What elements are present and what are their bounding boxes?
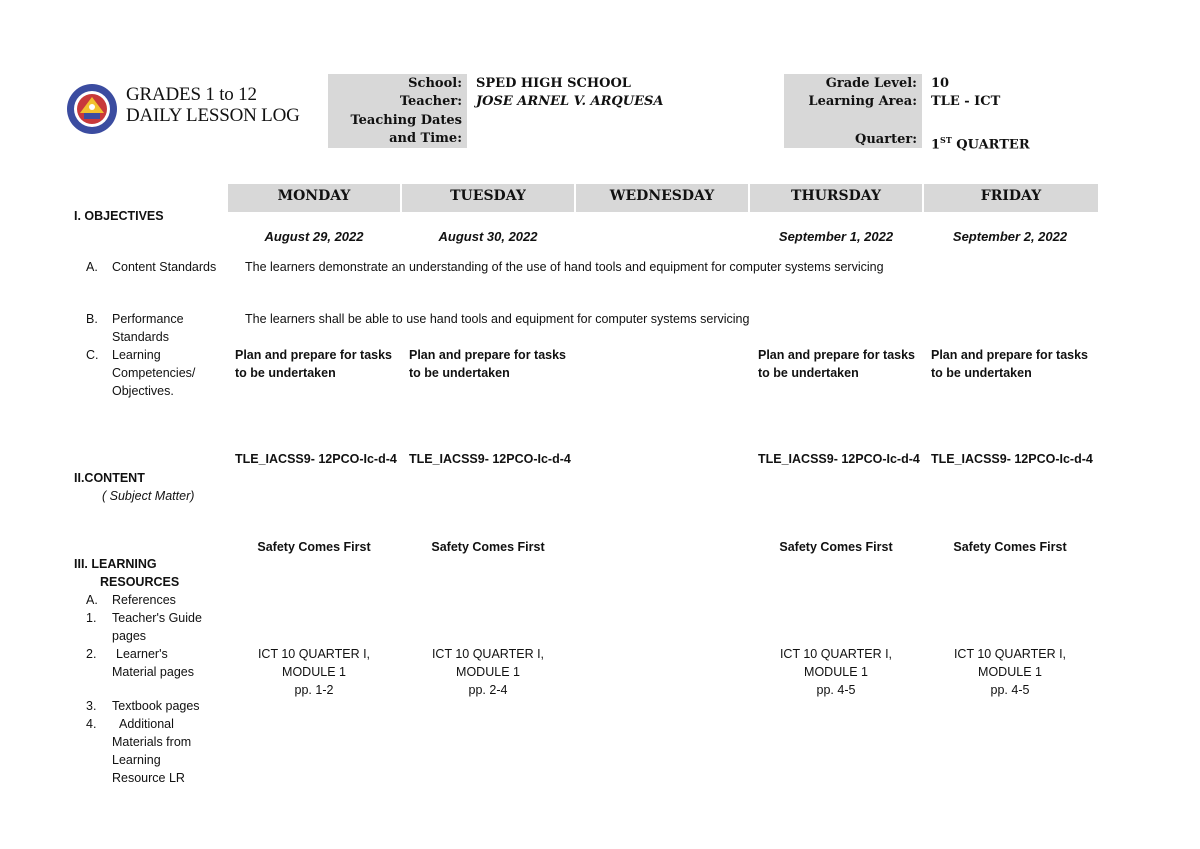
- competency-monday: Plan and prepare for tasks to be undertaken: [235, 348, 393, 380]
- content-standards-letter: A.: [86, 260, 98, 274]
- additional-materials-label: Additional Materials from Learning Resource LR: [112, 717, 192, 785]
- materials-monday: ICT 10 QUARTER I, MODULE 1 pp. 1-2: [257, 647, 371, 697]
- date-tuesday: August 30, 2022: [438, 229, 538, 244]
- learning-resources-heading: III. LEARNING RESOURCES: [74, 557, 180, 589]
- teachers-guide-num: 1.: [86, 611, 97, 625]
- performance-standards-letter: B.: [86, 312, 98, 326]
- grade-level-label: Grade Level:: [825, 76, 917, 91]
- materials-tuesday: ICT 10 QUARTER I, MODULE 1 pp. 2-4: [431, 647, 545, 697]
- school-label: School:: [408, 76, 462, 91]
- deped-seal-logo: [66, 83, 118, 135]
- quarter-label: Quarter:: [855, 132, 917, 147]
- topic-thursday: Safety Comes First: [779, 540, 893, 554]
- objectives-heading: I. OBJECTIVES: [74, 209, 164, 223]
- day-header-wednesday: WEDNESDAY: [576, 184, 748, 212]
- learning-area-label: Learning Area:: [808, 94, 917, 109]
- additional-materials-num: 4.: [86, 717, 97, 731]
- topic-tuesday: Safety Comes First: [431, 540, 545, 554]
- performance-standards-text: The learners shall be able to use hand tools and equipment for computer systems servicing: [245, 312, 750, 326]
- day-header-friday: FRIDAY: [924, 184, 1098, 212]
- competencies-letter: C.: [86, 348, 99, 362]
- day-header-tuesday: TUESDAY: [402, 184, 574, 212]
- teacher-value: JOSE ARNEL V. ARQUESA: [476, 94, 664, 109]
- teachers-guide-label: Teacher's Guide pages: [112, 611, 202, 643]
- competency-friday: Plan and prepare for tasks to be undertaken: [931, 348, 1089, 380]
- competency-tuesday: Plan and prepare for tasks to be undertaken: [409, 348, 567, 380]
- competency-code-monday: TLE_IACSS9- 12PCO-Ic-d-4: [235, 452, 397, 466]
- content-standards-label: Content Standards: [112, 260, 217, 274]
- competency-code-tuesday: TLE_IACSS9- 12PCO-Ic-d-4: [409, 452, 571, 466]
- subject-matter-label: ( Subject Matter): [102, 489, 195, 503]
- learners-material-num: 2.: [86, 647, 97, 661]
- materials-thursday: ICT 10 QUARTER I, MODULE 1 pp. 4-5: [779, 647, 893, 697]
- date-monday: August 29, 2022: [264, 229, 364, 244]
- grade-level-value: 10: [931, 76, 950, 91]
- competency-code-thursday: TLE_IACSS9- 12PCO-Ic-d-4: [758, 452, 920, 466]
- date-thursday: September 1, 2022: [778, 229, 894, 244]
- materials-friday: ICT 10 QUARTER I, MODULE 1 pp. 4-5: [953, 647, 1067, 697]
- competencies-label: Learning Competencies/ Objectives.: [112, 348, 196, 398]
- learners-material-label: Learner's Material pages: [112, 647, 194, 679]
- learning-area-value: TLE - ICT: [931, 94, 1001, 109]
- textbook-num: 3.: [86, 699, 97, 713]
- competency-code-friday: TLE_IACSS9- 12PCO-Ic-d-4: [931, 452, 1093, 466]
- school-value: SPED HIGH SCHOOL: [476, 76, 631, 91]
- references-label: References: [112, 593, 176, 607]
- day-header-row: [228, 184, 1098, 212]
- topic-friday: Safety Comes First: [953, 540, 1067, 554]
- quarter-value: 1ST QUARTER: [931, 135, 1030, 153]
- teaching-dates-label: Teaching Dates and Time:: [350, 113, 462, 146]
- day-header-thursday: THURSDAY: [750, 184, 922, 212]
- content-heading: II.CONTENT: [74, 471, 145, 485]
- document-title: GRADES 1 to 12 DAILY LESSON LOG: [126, 84, 300, 126]
- performance-standards-label: Performance Standards: [112, 312, 184, 344]
- textbook-label: Textbook pages: [112, 699, 200, 713]
- content-standards-text: The learners demonstrate an understanding of the use of hand tools and equipment for computer systems servicing: [245, 260, 884, 274]
- references-letter: A.: [86, 593, 98, 607]
- competency-thursday: Plan and prepare for tasks to be undertaken: [758, 348, 916, 380]
- day-header-monday: MONDAY: [228, 184, 400, 212]
- date-friday: September 2, 2022: [952, 229, 1068, 244]
- topic-monday: Safety Comes First: [257, 540, 371, 554]
- teacher-label: Teacher:: [399, 94, 462, 109]
